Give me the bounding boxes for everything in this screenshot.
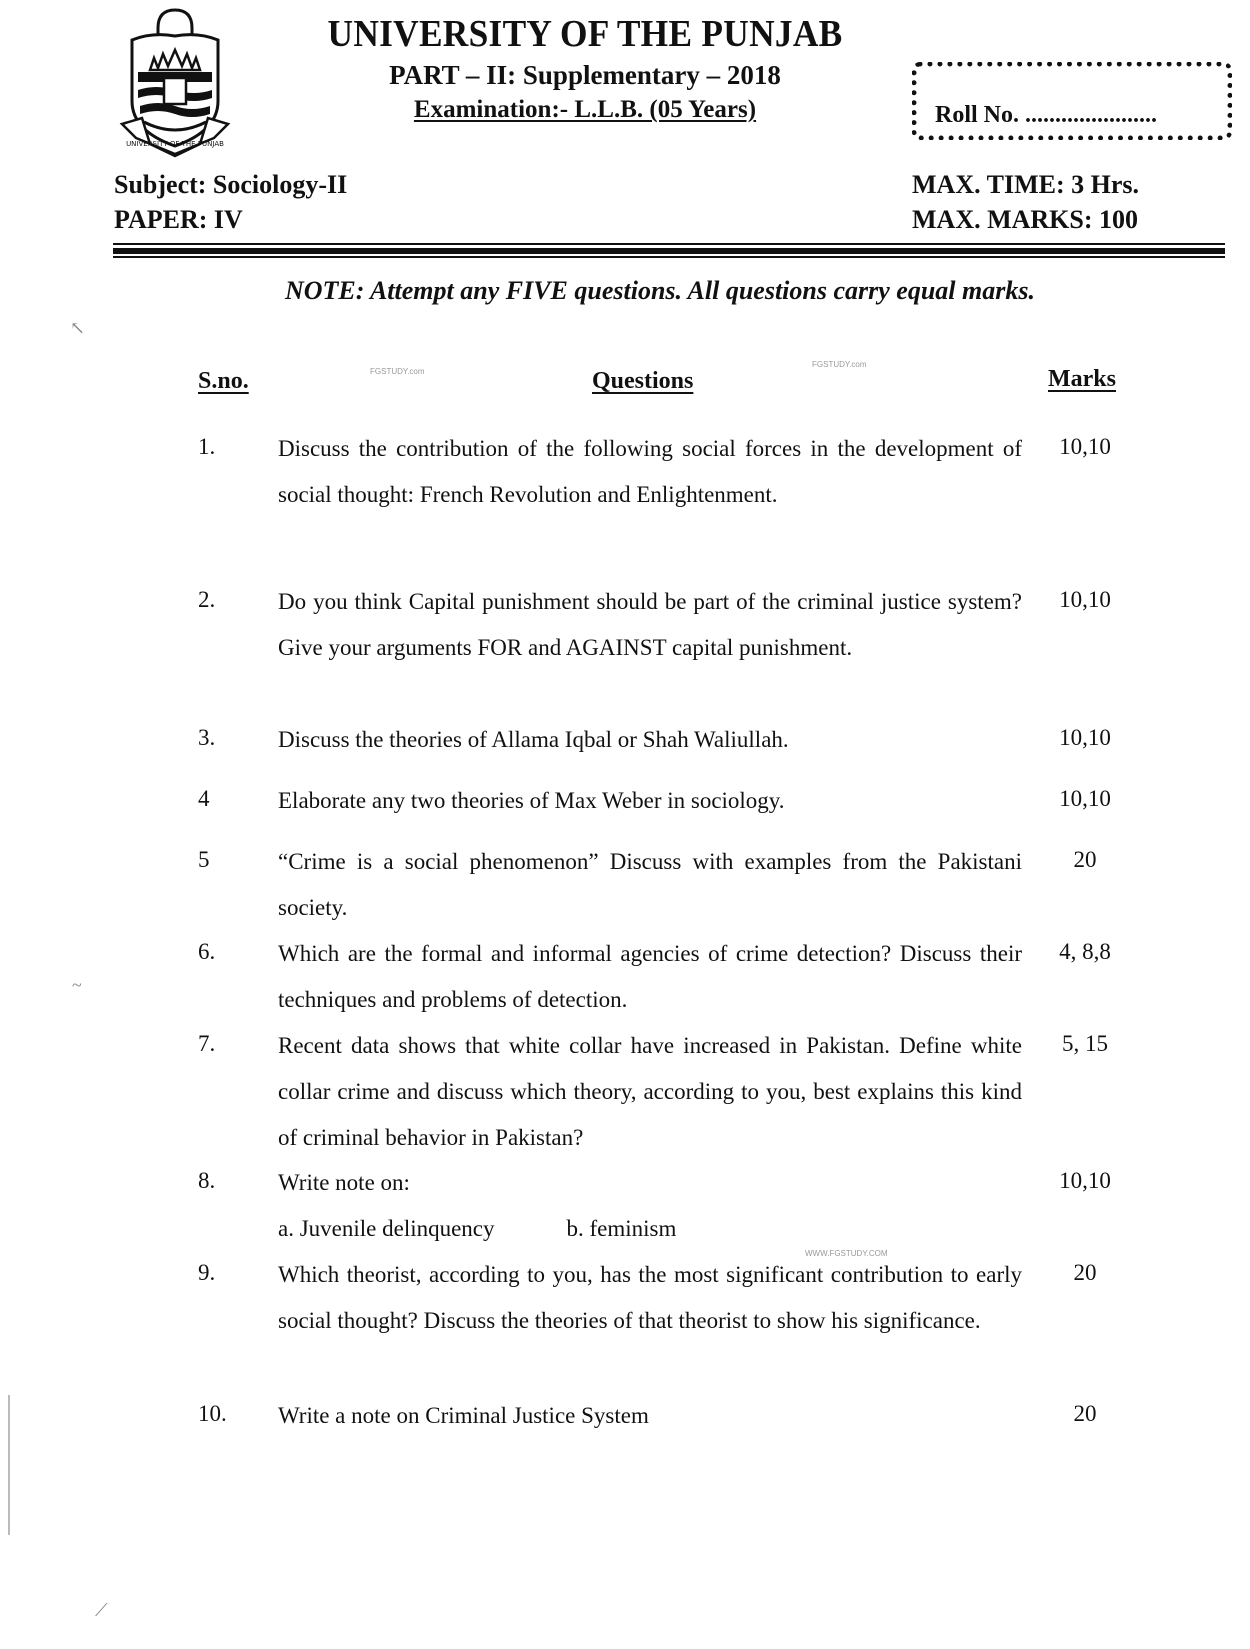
question-marks: 10,10 [1059,786,1111,811]
watermark: WWW.FGSTUDY.COM [805,1249,888,1258]
header-divider [113,243,1225,259]
question-marks: 5, 15 [1062,1031,1108,1056]
university-crest-logo [118,6,233,158]
examination-label: Examination:- L.L.B. (05 Years) [413,96,757,123]
question-number: 4 [198,786,210,811]
question-number: 9. [198,1260,216,1285]
question-marks: 20 [1073,847,1097,872]
question-marks: 10,10 [1059,725,1111,750]
question-text: Which are the formal and informal agencies of crime detection? Discuss their techniques and problems of detection. [278,941,1022,1012]
question-text: Discuss the contribution of the following social forces in the development of social thought: French Revolution and Enlightenment. [278,436,1022,507]
question-marks: 10,10 [1059,587,1111,612]
column-header-questions: Questions [592,368,694,394]
question-marks: 10,10 [1059,434,1111,459]
question-text: Do you think Capital punishment should be part of the criminal justice system? Give your arguments FOR and AGAINST capital punishment. [278,589,1022,660]
university-title: UNIVERSITY OF THE PUNJAB [327,13,843,55]
examination-line [290,96,880,124]
question-text-main: Write note on: [278,1170,410,1195]
sub-item-b: b. feminism [566,1216,677,1241]
question-number: 6. [198,939,216,964]
question-number: 3. [198,725,216,750]
question-text: Elaborate any two theories of Max Weber in sociology. [278,788,785,813]
question-marks: 20 [1073,1401,1097,1426]
roll-number-box[interactable] [912,62,1232,140]
question-number: 10. [198,1401,227,1426]
column-header-marks: Marks [1048,366,1116,392]
university-crest-icon [118,6,233,158]
sub-item-a: a. Juvenile delinquency [278,1216,495,1241]
max-time-label: MAX. TIME: 3 Hrs. [912,170,1140,199]
scan-margin-line [8,1395,10,1535]
question-marks: 10,10 [1059,1168,1111,1193]
question-text: Write a note on Criminal Justice System [278,1403,649,1428]
question-number: 2. [198,587,216,612]
question-number: 5 [198,847,210,872]
roll-number-label: Roll No. ...................... [935,102,1157,128]
watermark: FGSTUDY.com [370,367,425,376]
question-marks: 4, 8,8 [1059,939,1111,964]
question-text: Which theorist, according to you, has the most significant contribution to early social thought? Discuss the theories of that theorist to show his significance. [278,1262,1022,1333]
instructions-note: NOTE: Attempt any FIVE questions. All questions carry equal marks. [284,276,1035,305]
question-text: Recent data shows that white collar have increased in Pakistan. Define white collar crime and discuss which theory, according to you, best explains this kind of criminal behavior in Pakistan? [278,1033,1022,1150]
question-number: 1. [198,434,216,459]
watermark: FGSTUDY.com [812,360,867,369]
scan-artifact-icon: ↖ [70,318,86,338]
subject-label: Subject: Sociology-II [114,170,348,199]
question-number: 8. [198,1168,216,1193]
question-text: Discuss the theories of Allama Iqbal or Shah Waliullah. [278,727,789,752]
question-text [278,1160,1022,1252]
question-number: 7. [198,1031,216,1056]
question-marks: 20 [1073,1260,1097,1285]
question-sub-items [278,1206,1022,1252]
column-header-sno: S.no. [198,368,249,394]
exam-part-line: PART – II: Supplementary – 2018 [389,60,781,90]
svg-text:UNIVERSITY OF THE PUNJAB: UNIVERSITY OF THE PUNJAB [126,140,224,148]
scan-artifact-icon: ⟋ [95,1600,108,1620]
question-text: “Crime is a social phenomenon” Discuss with examples from the Pakistani society. [278,849,1022,920]
scan-artifact-icon: ~ [72,975,82,995]
max-marks-label: MAX. MARKS: 100 [912,205,1139,234]
paper-label: PAPER: IV [114,205,243,234]
